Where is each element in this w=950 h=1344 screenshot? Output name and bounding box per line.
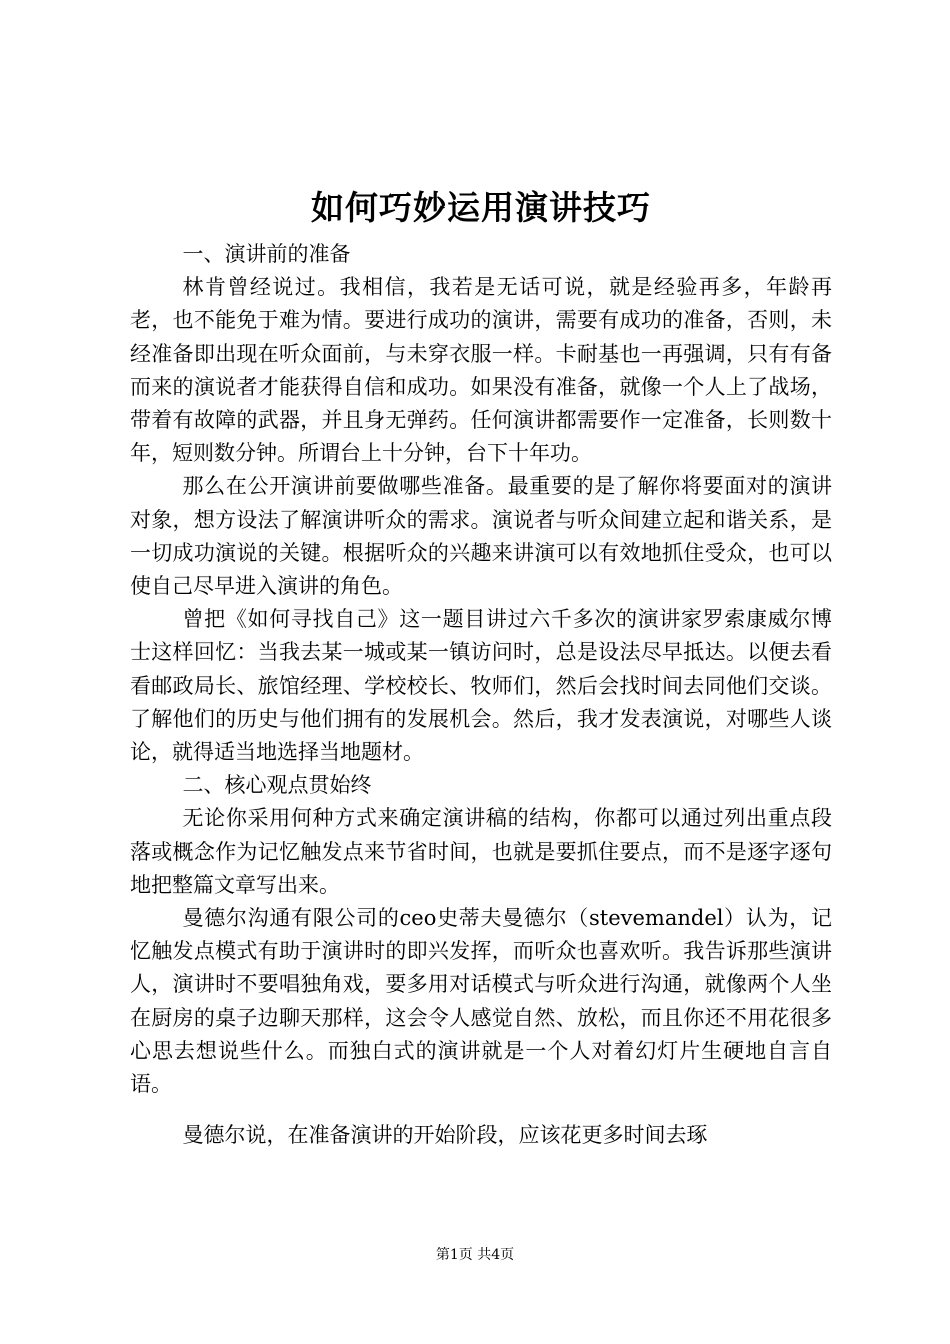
paragraph-conwell: 曾把《如何寻找自己》这一题目讲过六千多次的演讲家罗索康威尔博士这样回忆：当我去某一城或某一镇访问时，总是设法尽早抵达。以便去看看邮政局长、旅馆经理、学校校长、牧师们，然后会找时间去同他们交谈。了解他们的历史与他们拥有的发展机会。然后，我才发表演说，对哪些人谈论，就得适当地选择当地题材。 (130, 607, 832, 765)
paragraph-lincoln: 林肯曾经说过。我相信，我若是无话可说，就是经验再多，年龄再老，也不能免于难为情。要进行成功的演讲，需要有成功的准备，否则，未经准备即出现在听众面前，与未穿衣服一样。卡耐基也一再强调，只有有备而来的演说者才能获得自信和成功。如果没有准备，就像一个人上了战场，带着有故障的武器，并且身无弹药。任何演讲都需要作一定准备，长则数十年，短则数分钟。所谓台上十分钟，台下十年功。 (130, 275, 832, 466)
page-number-footer: 第1页 共4页 (435, 1247, 515, 1263)
document-title: 如何巧妙运用演讲技巧 (311, 188, 651, 227)
paragraph-mandel: 曼德尔沟通有限公司的ceo史蒂夫曼德尔（stevemandel）认为，记忆触发点模式有助于演讲时的即兴发挥，而听众也喜欢听。我告诉那些演讲人，演讲时不要唱独角戏，要多用对话模式与听众进行沟通，就像两个人坐在厨房的桌子边聊天那样，这会令人感觉自然、放松，而且你还不用花很多心思去想说些什么。而独白式的演讲就是一个人对着幻灯片生硬地自言自语。 (130, 906, 832, 1097)
paragraph-mandel-continued: 曼德尔说，在准备演讲的开始阶段，应该花更多时间去琢 (182, 1123, 708, 1148)
paragraph-know-audience: 那么在公开演讲前要做哪些准备。最重要的是了解你将要面对的演讲对象，想方设法了解演讲听众的需求。演说者与听众间建立起和谐关系，是一切成功演说的关键。根据听众的兴趣来讲演可以有效地抓住受众，也可以使自己尽早进入演讲的角色。 (130, 474, 832, 599)
document-page (130, 184, 832, 1152)
paragraph-memory-triggers: 无论你采用何种方式来确定演讲稿的结构，你都可以通过列出重点段落或概念作为记忆触发点来节省时间，也就是要抓住要点，而不是逐字逐句地把整篇文章写出来。 (130, 806, 832, 897)
section-heading-preparation: 一、演讲前的准备 (182, 242, 351, 266)
section-heading-core-idea: 二、核心观点贯始终 (182, 773, 372, 798)
